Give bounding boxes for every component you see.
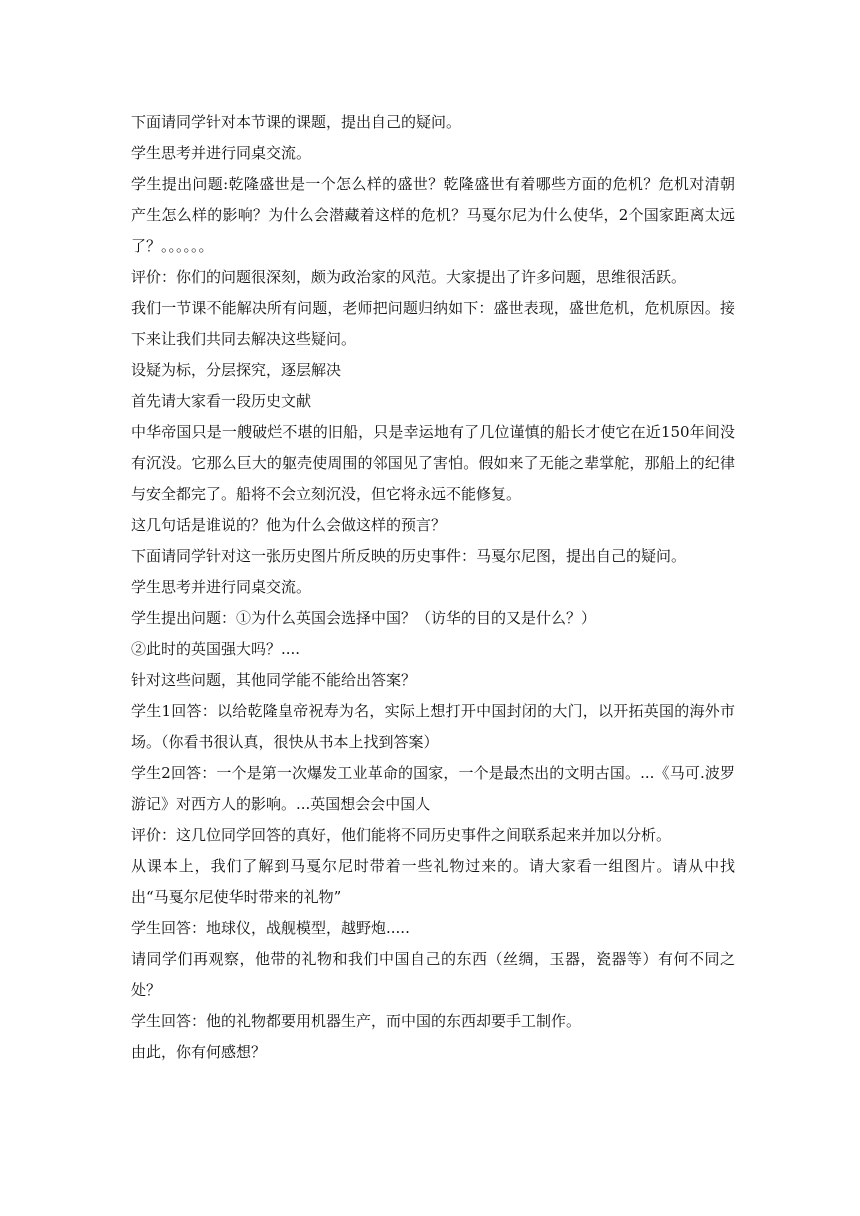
paragraph-11: 学生思考并进行同桌交流。 [131,578,312,596]
paragraph-13: ②此时的英国强大吗？.... [131,640,301,658]
paragraph-16: 学生2回答：一个是第一次爆发工业革命的国家，一个是最杰出的文明古国。...《马可.波罗游记》对西方人的影响。...英国想会会中国人 [131,764,735,813]
document-page [131,107,735,1068]
paragraph-6: 设疑为标，分层探究，逐层解决 [131,361,342,379]
paragraph-18: 从课本上，我们了解到马戛尔尼时带着一些礼物过来的。请大家看一组图片。请从中找出“马戛尔尼使华时带来的礼物” [131,857,735,906]
paragraph-20: 请同学们再观察，他带的礼物和我们中国自己的东西（丝绸，玉器，瓷器等）有何不同之处？ [131,950,735,999]
paragraph-5: 我们一节课不能解决所有问题，老师把问题归纳如下：盛世表现，盛世危机，危机原因。接下来让我们共同去解决这些疑问。 [131,299,735,348]
paragraph-14: 针对这些问题，其他同学能不能给出答案？ [131,671,417,689]
paragraph-3: 学生提出问题:乾隆盛世是一个怎么样的盛世？乾隆盛世有着哪些方面的危机？危机对清朝产生怎么样的影响？为什么会潜藏着这样的危机？马戛尔尼为什么使华，2个国家距离太远了？。。。。。。 [131,175,735,255]
paragraph-1: 下面请同学针对本节课的课题，提出自己的疑问。 [131,113,462,131]
paragraph-17: 评价：这几位同学回答的真好，他们能将不同历史事件之间联系起来并加以分析。 [131,826,672,844]
paragraph-2: 学生思考并进行同桌交流。 [131,144,312,162]
paragraph-9: 这几句话是谁说的？他为什么会做这样的预言？ [131,516,447,534]
paragraph-10: 下面请同学针对这一张历史图片所反映的历史事件：马戛尔尼图，提出自己的疑问。 [131,547,687,565]
paragraph-7: 首先请大家看一段历史文献 [131,392,312,410]
paragraph-4: 评价：你们的问题很深刻，颇为政治家的风范。大家提出了许多问题，思维很活跃。 [131,268,687,286]
paragraph-12: 学生提出问题：①为什么英国会选择中国？（访华的目的又是什么？） [131,609,597,627]
paragraph-19: 学生回答：地球仪，战舰模型，越野炮..... [131,919,410,937]
paragraph-15: 学生1回答：以给乾隆皇帝祝寿为名，实际上想打开中国封闭的大门，以开拓英国的海外市场。（你看书很认真，很快从书本上找到答案） [131,702,735,751]
paragraph-8: 中华帝国只是一艘破烂不堪的旧船，只是幸运地有了几位谨慎的船长才使它在近150年间没有沉没。它那么巨大的躯壳使周围的邻国见了害怕。假如来了无能之辈掌舵，那船上的纪律与安全都完了。船将不会立刻沉没，但它将永远不能修复。 [131,423,735,503]
paragraph-21: 学生回答：他的礼物都要用机器生产，而中国的东西却要手工制作。 [131,1012,582,1030]
paragraph-22: 由此，你有何感想？ [131,1043,267,1061]
